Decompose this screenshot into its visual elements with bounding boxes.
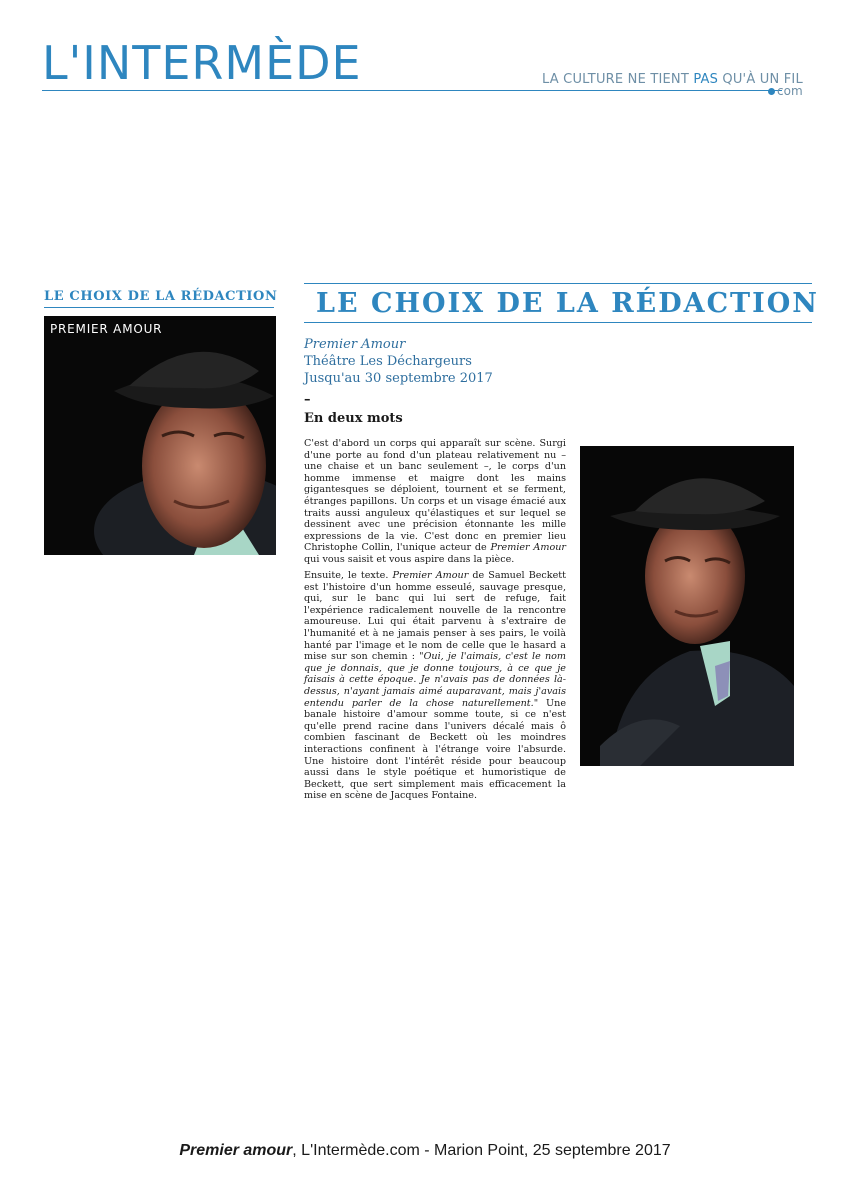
paragraph-text: C'est d'abord un corps qui apparaît sur scène. Surgi d'une porte au fond d'un plateau relativement nu – une chaise et un banc seulement –, le corps d'un homme immense et maigre dont les mains gigantesques se déploient, tournent et se ferment, étranges papillons. Un corps et un visage émacié aux traits aussi anguleux qu'élastiques et sur lequel se dessinent avec une précision étonnante les mille expressions de la vie. C'est donc en premier lieu Christophe Collin, l'unique acteur de (304, 438, 566, 554)
sidebar-divider (44, 307, 274, 308)
footer-citation: , L'Intermède.com - Marion Point, 25 septembre 2017 (292, 1142, 671, 1159)
show-dates: Jusqu'au 30 septembre 2017 (304, 371, 493, 386)
site-logo[interactable]: L'INTERMÈDE (42, 36, 362, 90)
tagline-pre: LA CULTURE NE TIENT (542, 72, 694, 87)
paragraph-text: Ensuite, le texte. (304, 570, 393, 581)
tagline-post: QU'À UN FIL (718, 72, 803, 87)
header-divider (42, 90, 782, 91)
show-info (304, 336, 493, 387)
article-paragraph (304, 570, 566, 802)
section-banner (304, 283, 819, 323)
actor-portrait-image (44, 316, 276, 555)
site-domain (768, 84, 803, 98)
paragraph-text: de Samuel Beckett est l'histoire d'un homme esseulé, sauvage presque, qui, sur le banc qui lui sert de refuge, fait l'expérience radicalement nouvelle de la rencontre amoureuse. Lui qui était parvenu à s'extraire de l'humanité et à ne jamais penser à ses pairs, le voilà hanté par l'image et le nom de celle que le hasard a mise sur son chemin : (304, 570, 567, 663)
show-venue: Théâtre Les Déchargeurs (304, 354, 472, 369)
page-footer (0, 1142, 850, 1160)
photo-caption: PREMIER AMOUR (50, 322, 163, 336)
sidebar-photo (44, 316, 276, 555)
separator-dash: – (304, 392, 311, 407)
sidebar-title: LE CHOIX DE LA RÉDACTION (44, 289, 278, 304)
footer-title: Premier amour (179, 1142, 293, 1159)
show-title: Premier Amour (304, 337, 406, 352)
dot-icon (768, 88, 775, 95)
tagline-emphasis: PAS (693, 72, 719, 87)
paragraph-text: Une banale histoire d'amour somme toute, si ce n'est qu'elle prend racine dans l'univers décalé mais ô combien fascinant de Beckett où les moindres interactions confinent à l'étrange voire l'absurde. Une histoire dont l'intérêt réside pour beaucoup aussi dans le style poétique et humoristique de Beckett, que sert simplement mais efficacement la mise en scène de Jacques Fontaine. (304, 697, 566, 802)
paragraph-italic: Premier Amour (392, 570, 469, 581)
actor-full-image (580, 446, 794, 766)
article-paragraph (304, 438, 566, 566)
paragraph-quote: "Oui, je l'aimais, c'est le nom que je donnais, que je donne toujours, à ce que je faisais à cette époque. Je n'avais pas de données là-dessus, n'ayant jamais aimé auparavant, mais j'avais entendu parler de la chose naturellement." (304, 651, 567, 709)
article-photo (580, 446, 794, 766)
article-subheading: En deux mots (304, 411, 403, 426)
paragraph-italic: Premier Amour (490, 542, 566, 554)
domain-suffix: com (777, 84, 803, 98)
section-title: LE CHOIX DE LA RÉDACTION (316, 288, 819, 319)
site-tagline (542, 72, 803, 87)
paragraph-text: qui vous saisit et vous aspire dans la pièce. (304, 553, 515, 565)
